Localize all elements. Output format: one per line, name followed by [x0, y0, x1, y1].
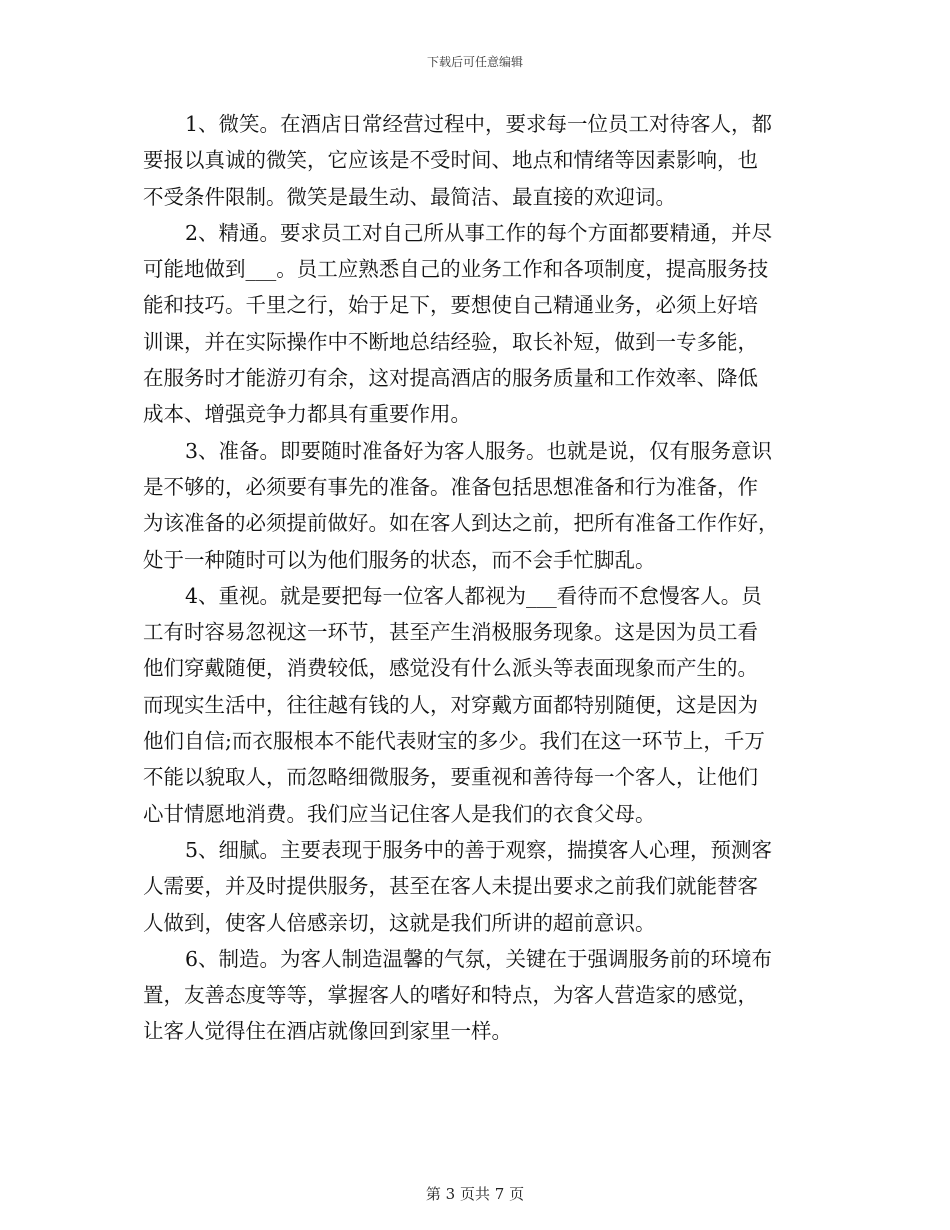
page-header-note: 下载后可任意编辑 [426, 55, 523, 69]
paragraph-atmosphere [143, 941, 811, 1050]
document-body [143, 106, 811, 1050]
paragraph-line: 4、重视。就是要把每一位客人都视为___看待而不怠慢客人。员 [185, 583, 762, 608]
page-number: 第 3 页共 7 页 [425, 1185, 525, 1203]
paragraph-line: 3、准备。即要随时准备好为客人服务。也就是说，仅有服务意识 [185, 438, 773, 463]
paragraph-line: 训课，并在实际操作中不断地总结经验，取长补短，做到一专多能， [143, 329, 758, 354]
paragraph-line: 可能地做到___。员工应熟悉自己的业务工作和各项制度，提高服务技 [143, 257, 769, 282]
paragraph-line: 心甘情愿地消费。我们应当记住客人是我们的衣食父母。 [143, 801, 656, 826]
paragraph-line: 让客人觉得住在酒店就像回到家里一样。 [143, 1019, 512, 1044]
paragraph-line: 为该准备的必须提前做好。如在客人到达之前，把所有准备工作作好， [143, 511, 779, 536]
paragraph-attention [143, 578, 811, 832]
paragraph-line: 而现实生活中，往往越有钱的人，对穿戴方面都特别随便，这是因为 [143, 692, 758, 717]
paragraph-line: 能和技巧。千里之行，始于足下，要想使自己精通业务，必须上好培 [143, 293, 758, 318]
paragraph-line: 他们自信;而衣服根本不能代表财宝的多少。我们在这一环节上，千万 [143, 729, 765, 754]
paragraph-proficiency [143, 215, 811, 433]
paragraph-smile [143, 106, 811, 215]
paragraph-line: 置，友善态度等等，掌握客人的嗜好和特点，为客人营造家的感觉， [143, 983, 758, 1008]
paragraph-line: 工有时容易忽视这一环节，甚至产生消极服务现象。这是因为员工看 [143, 620, 758, 645]
paragraph-line: 在服务时才能游刃有余，这对提高酒店的服务质量和工作效率、降低 [143, 366, 758, 391]
paragraph-preparation [143, 433, 811, 578]
paragraph-line: 不受条件限制。微笑是最生动、最简洁、最直接的欢迎词。 [143, 184, 676, 209]
paragraph-line: 要报以真诚的微笑，它应该是不受时间、地点和情绪等因素影响，也 [143, 148, 758, 173]
paragraph-line: 处于一种随时可以为他们服务的状态，而不会手忙脚乱。 [143, 547, 656, 572]
paragraph-line: 成本、增强竞争力都具有重要作用。 [143, 402, 471, 427]
paragraph-line: 5、细腻。主要表现于服务中的善于观察，揣摸客人心理，预测客 [185, 837, 773, 862]
paragraph-line: 他们穿戴随便，消费较低，感觉没有什么派头等表面现象而产生的。 [143, 656, 758, 681]
paragraph-line: 1、微笑。在酒店日常经营过程中，要求每一位员工对待客人，都 [185, 112, 773, 136]
paragraph-attentiveness [143, 832, 811, 941]
paragraph-line: 6、制造。为客人制造温馨的气氛，关键在于强调服务前的环境布 [185, 946, 773, 971]
paragraph-line: 不能以貌取人，而忽略细微服务，要重视和善待每一个客人，让他们 [143, 765, 758, 790]
paragraph-line: 2、精通。要求员工对自己所从事工作的每个方面都要精通，并尽 [185, 220, 773, 245]
paragraph-line: 人做到，使客人倍感亲切，这就是我们所讲的超前意识。 [143, 910, 656, 935]
paragraph-line: 人需要，并及时提供服务，甚至在客人未提出要求之前我们就能替客 [143, 874, 758, 899]
paragraph-line: 是不够的，必须要有事先的准备。准备包括思想准备和行为准备，作 [143, 474, 758, 499]
